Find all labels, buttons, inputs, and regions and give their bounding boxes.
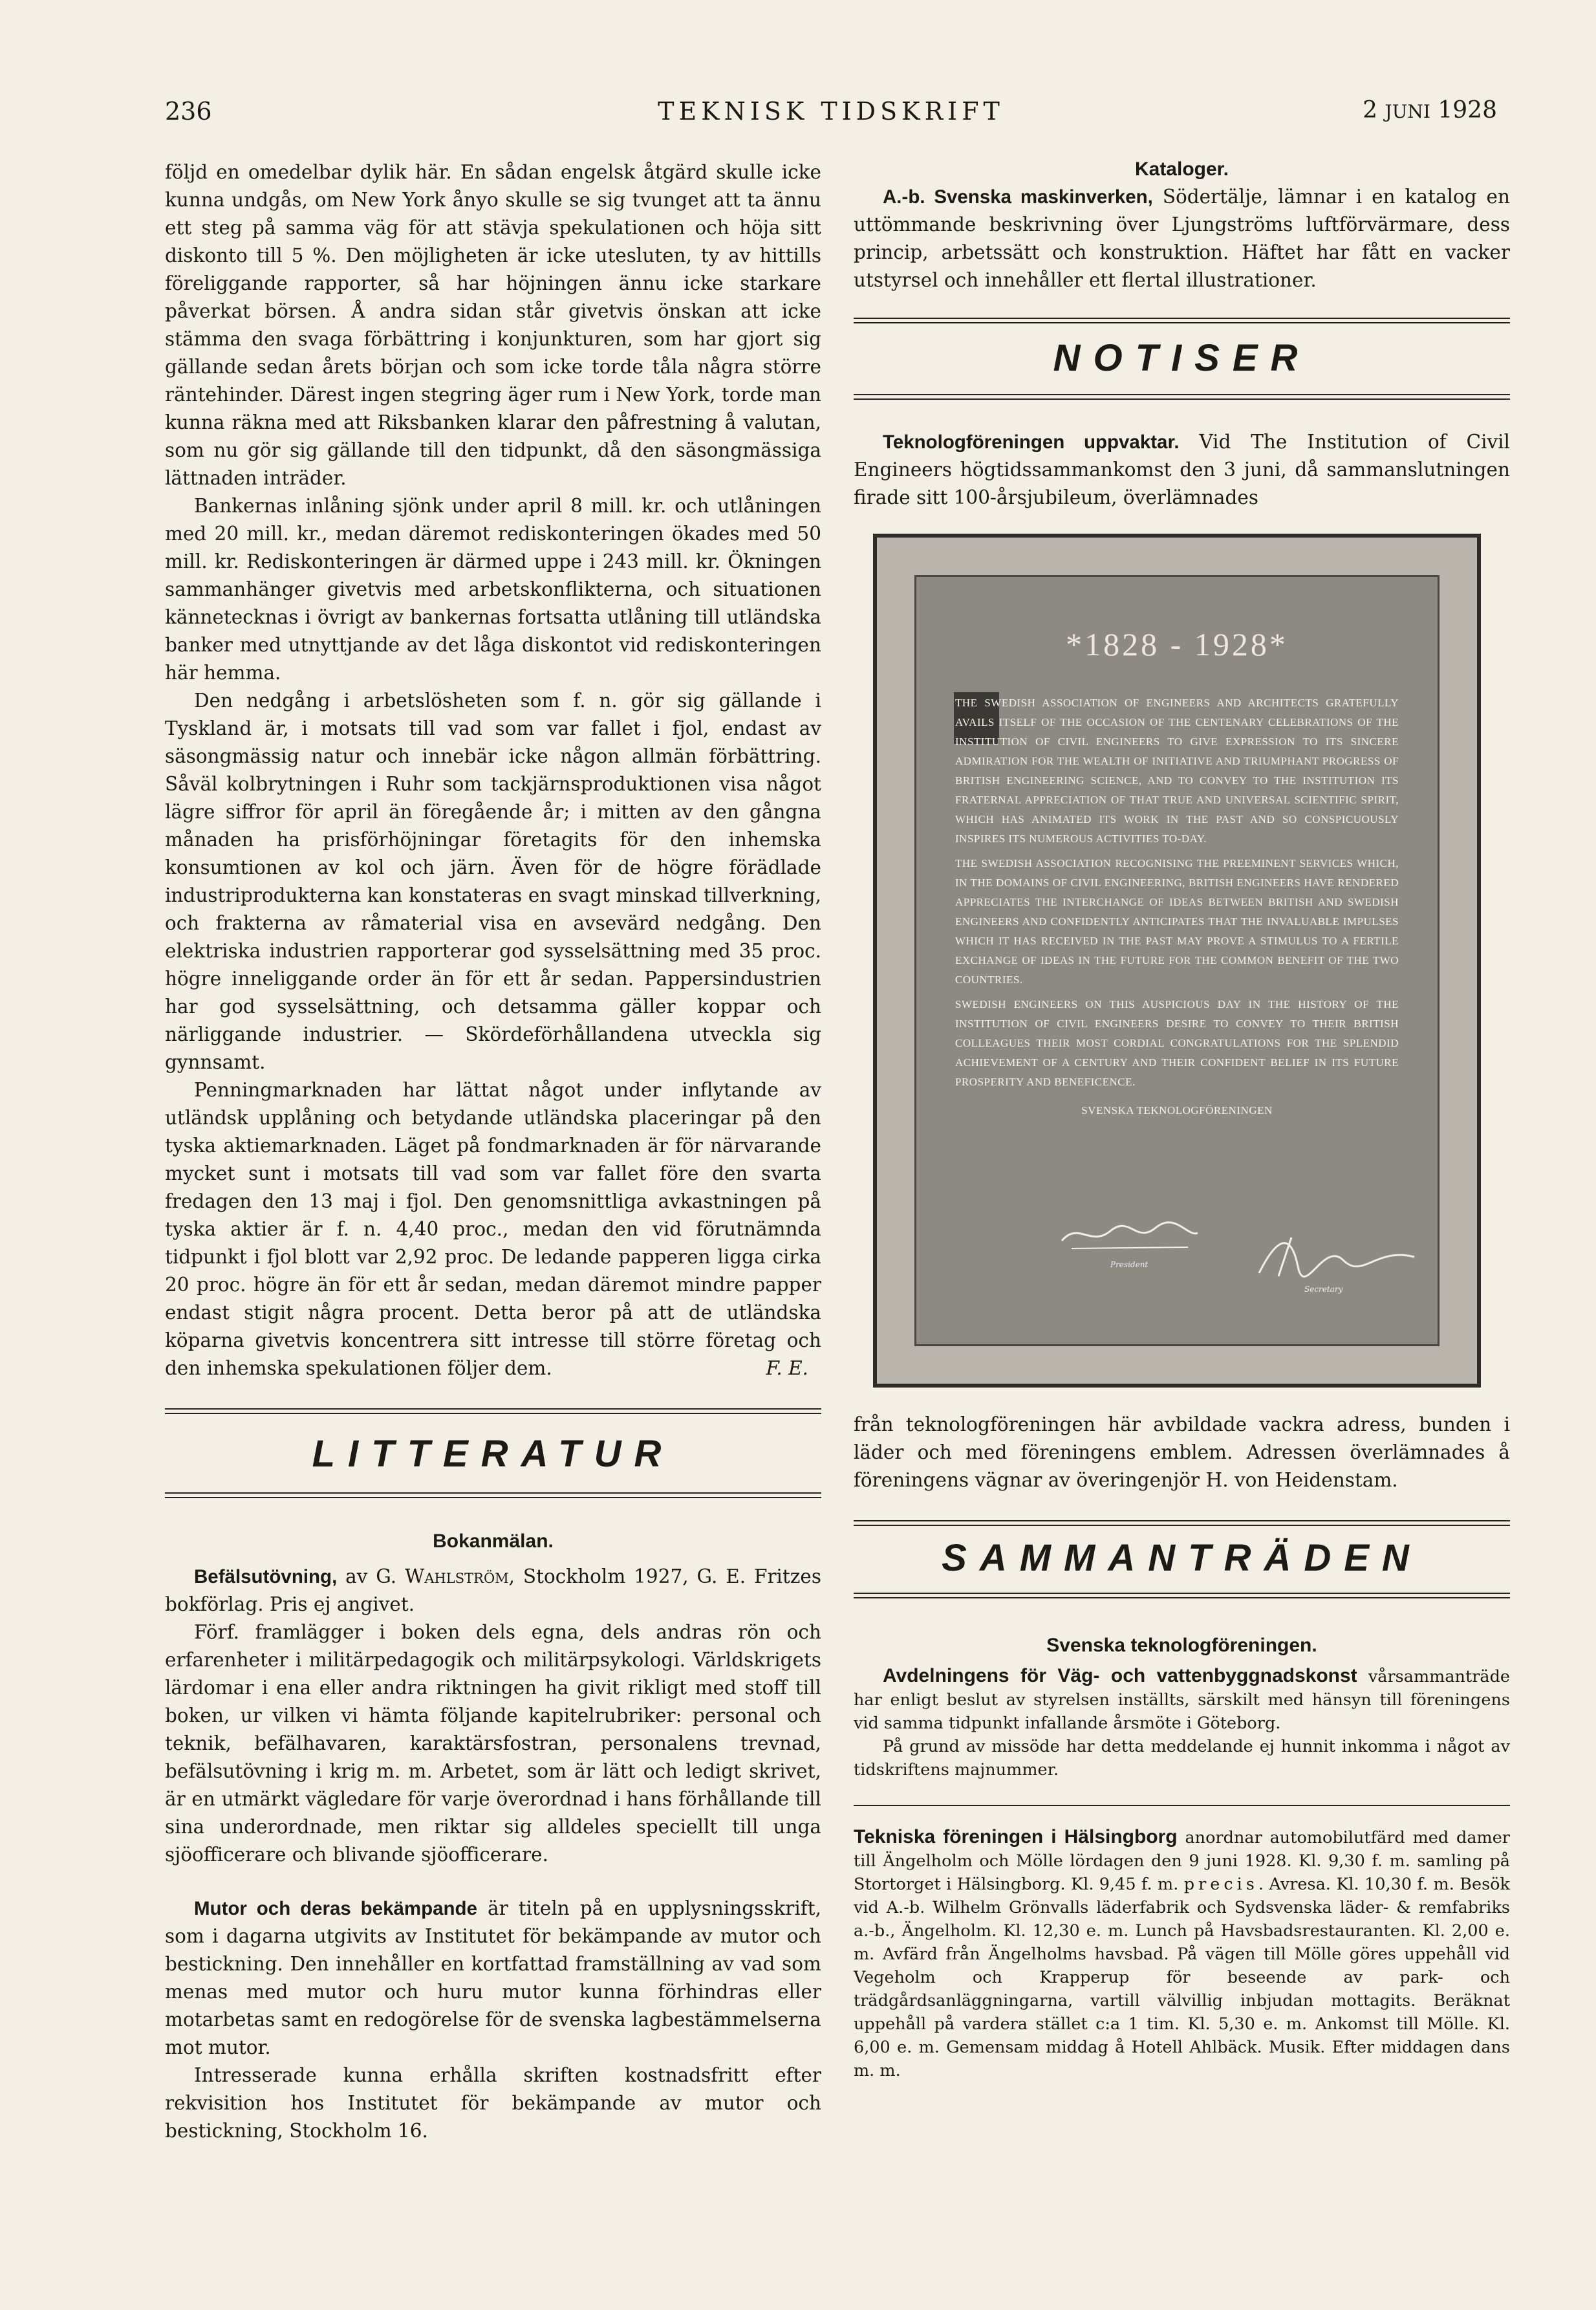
page-header: [165, 97, 1497, 136]
book-entry: Befälsutövning, av G. Wahlström, Stockholm 1927, G. E. Fritzes bokförlag. Pris ej angivet.: [165, 1565, 821, 1615]
section-title-litteratur: LITTERATUR: [312, 1433, 674, 1475]
article-paragraph: Bankernas inlåning sjönk under april 8 mill. kr. och utlåningen med 20 mill. kr., medan däremot rediskonteringen ökades med 50 mill. kr. Rediskonteringen är därmed uppe i 243 mill. kr. Ökningen sammanhänger givetvis med arbetskonflikterna, och situationen kännetecknas i övrigt av bankernas fortsatta utlåning till utländska banker med utnyttjande av det låga diskontot vid rediskonteringen här hemma.: [165, 495, 821, 684]
subheading-bokanmalan: Bokanmälan.: [433, 1531, 554, 1552]
notice-mutor: Mutor och deras bekämpande är titeln på en upplysningsskrift, som i dagarna utgivits av Institutet för bekämpande av mutor och bestickning. Den innehåller en kortfattad framställning av vad som menas med mutor och huru mutor kunna förhindras eller motarbetas samt en redogörelse för de svenska lagbestämmelserna mot mutor.: [165, 1897, 821, 2058]
signature-label-president: President: [1110, 1260, 1148, 1269]
section-rule: [165, 1408, 821, 1414]
section-title-notiser: NOTISER: [1053, 337, 1311, 379]
section-rule: [854, 318, 1510, 323]
signature-area: [916, 1208, 1438, 1305]
address-panel: [914, 575, 1440, 1346]
issue-date: 2 JUNI 1928: [1363, 97, 1497, 124]
article-paragraph: Den nedgång i arbetslösheten som f. n. gör sig gällande i Tyskland är, i motsats till vad som var fallet i fjol, endast av säsongmässig natur och innebär icke någon allmän förbättring. Såväl kolbrytningen i Ruhr som tackjärnsproduktionen visa något lägre siffror för april än föregående år; i mitten av den gångna månaden ha prisförhöjningar företagits för den inhemska konsumtionen av kol och järn. Även för de högre förädlade industriprodukterna kan konstateras en svagt minskad tillverkning, och frakterna av råmaterial visa en avsevärd nedgång. Den elektriska industrien rapporterar god sysselsättning med 35 proc. högre inneliggande order än för ett år sedan. Pappersindustrien har god sysselsättning, och detsamma gäller koppar och närliggande industrier. — Skördeförhållandena utveckla sig gynnsamt.: [165, 690, 821, 1073]
secretary-signature-icon: [1253, 1228, 1421, 1280]
subheading-kataloger: Kataloger.: [1134, 158, 1229, 180]
article-paragraph: Penningmarknaden har lättat något under inflytande av utländsk upplåning och betydande utländska placeringar på den tyska aktiemarknaden. Läget på fondmarknaden är för närvarande mycket sunt i motsats till vad som var fallet före den svarta fredagen den 13 maj i fjol. Den genomsnittliga avkastningen på tyska aktier är f. n. 4,40 proc., medan den vid förutnämnda tidpunkt i fjol blott var 2,92 proc. De ledande papperen ligga cirka 20 proc. högre än för ett år sedan, medan däremot mindre papper endast stigit några procent. Detta beror på att de utländska köparna givetvis koncentrera sitt intresse till större företag och den inhemska spekulationen följer dem. F. E.: [165, 1076, 821, 1382]
address-text: THE SWEDISH ASSOCIATION OF ENGINEERS AND ARCHITECTS GRATEFULLY AVAILS ITSELF OF THE OCCASION OF THE CENTENARY CELEBRATIONS OF THE INSTITUTION OF CIVIL ENGINEERS TO GIVE EXPRESSION TO ITS SINCERE ADMIRATION FOR THE WEALTH OF INITIATIVE AND TRIUMPHANT PROGRESS OF BRITISH ENGINEERING SCIENCE, AND TO CONVEY TO THE INSTITUTION ITS FRATERNAL APPRECIATION OF THAT TRUE AND UNIVERSAL SCIENTIFIC SPIRIT, WHICH HAS ANIMATED ITS WORK IN THE PAST AND SO CONSPICUOUSLY INSPIRES ITS NUMEROUS ACTIVITIES TO-DAY. THE SWEDISH ASSOCIATION RECOGNISING THE PREEMINENT SERVICES WHICH, IN THE DOMAINS OF CIVIL ENGINEERING, BRITISH ENGINEERS HAVE RENDERED APPRECIATES THE INTERCHANGE OF IDEAS BETWEEN BRITISH AND SWEDISH ENGINEERS AND CONFIDENTLY ANTICIPATES THAT THE INVALUABLE IMPULSES WHICH IT HAS RECEIVED IN THE PAST MAY PROVE A STIMULUS TO A FERTILE EXCHANGE OF IDEAS IN THE FUTURE FOR THE COMMON BENEFIT OF THE TWO COUNTRIES. SWEDISH ENGINEERS ON THIS AUSPICIOUS DAY IN THE HISTORY OF THE INSTITUTION OF CIVIL ENGINEERS DESIRE TO CONVEY TO THEIR BRITISH COLLEAGUES THEIR MOST CORDIAL CONGRATULATIONS FOR THE SPLENDID ACHIEVEMENT OF A CENTURY AND THEIR CONFIDENT BELIEF IN ITS FUTURE PROSPERITY AND BENEFICENCE. SVENSKA TEKNOLOGFÖRENINGEN: [955, 693, 1399, 1126]
section-rule: [854, 1520, 1510, 1526]
notice-mutor-cont: Intresserade kunna erhålla skriften kostnadsfritt efter rekvisition hos Institutet för bekämpande av mutor och bestickning, Stockholm 16.: [165, 2064, 821, 2142]
section-rule: [165, 1492, 821, 1498]
meeting-notice-cont: På grund av missöde har detta meddelande ej hunnit inkomma i något av tidskriftens majnummer.: [854, 1737, 1510, 1780]
section-rule: [854, 394, 1510, 400]
book-review: Förf. framlägger i boken dels egna, dels andras rön och erfarenheter i militärpedagogik och militärpsykologi. Världskrigets lärdomar i ena eller andra riktningen ha givit rikligt med stoff till boken, ur vilken vi hämta följande kapitelrubriker: personal och teknik, befälhavaren, karaktärsfostran, personalens trevnad, befälsutövning i krig m. m. Arbetet, som är lätt och ledigt skrivet, är en utmärkt vägledare för varje överordnad i hans förhållande till sina underordnade, men riktar sig alldeles speciellt till unga sjöofficerare och blivande sjöofficerare.: [165, 1621, 821, 1866]
section-title-sammantraden: SAMMANTRÄDEN: [942, 1537, 1422, 1579]
left-column: [165, 158, 821, 2145]
address-years: *1828 - 1928*: [1066, 626, 1288, 662]
article-paragraph: följd en omedelbar dylik här. En sådan engelsk åtgärd skulle icke kunna undgås, om New York ånyo skulle se sig tvunget att ta ännu ett steg på samma väg för att stävja spekulationen och höja sitt diskonto till 5 %. Den möjligheten är icke utesluten, ty av hittills föreliggande rapporter, så har höjningen ännu icke starkare påverkat börsen. Å andra sidan står givetvis önskan att icke stämma den svaga förbättring i konjunkturen, som har gjort sig gällande sedan årets början och som icke torde tåla några större räntehinder. Därest ingen stegring äger rum i New York, torde man kunna räkna med att Riksbanken klarar den påfrestning å valutan, som nu gör sig gällande till den tidpunkt, då den säsongmässiga lättnaden inträder.: [165, 161, 821, 489]
notice-teknologforeningen: Teknologföreningen uppvaktar. Vid The Institution of Civil Engineers högtidssammankomst den 3 juni, då sammanslutningen firade sitt 100-årsjubileum, överlämnades: [854, 431, 1510, 508]
meeting-notice-halsingborg: Tekniska föreningen i Hälsingborg anordnar automobilutfärd med damer till Ängelholm och Mölle lördagen den 9 juni 1928. Kl. 9,30 f. m. samling på Stortorget i Hälsingborg. Kl. 9,45 f. m. precis. Avresa. Kl. 10,30 f. m. Besök vid A.-b. Wilhelm Grönvalls läderfabrik och Sydsvenska läder- & remfabriks a.-b., Ängelholm. Kl. 12,30 e. m. Lunch på Havsbadsrestauranten. Kl. 2,00 e. m. Avfärd från Ängelholms havsbad. På vägen till Mölle göres uppehåll vid Vegeholm och Krapperup för beseende av park- och trädgårdsanläggningarna, vartill välvillig inbjudan mottagits. Beräknat uppehåll på vardera stället c:a 1 tim. Kl. 5,30 e. m. Ankomst till Mölle. Kl. 6,00 e. m. Gemensam middag å Hotell Ahlbäck. Musik. Efter middagen dans m. m.: [854, 1826, 1510, 2080]
author-signature: F. E.: [766, 1357, 808, 1379]
catalogue-entry: A.-b. Svenska maskinverken, Södertälje, lämnar i en katalog en uttömmande beskrivning över Ljungströms luftförvärmare, dess princip, arbetssätt och konstruktion. Häftet har fått en vacker utstyrsel och innehåller ett flertal illustrationer.: [854, 186, 1510, 291]
address-society: SVENSKA TEKNOLOGFÖRENINGEN: [1081, 1104, 1273, 1117]
section-rule: [854, 1593, 1510, 1598]
journal-title: TEKNISK TIDSKRIFT: [658, 97, 1004, 125]
page-number: 236: [165, 97, 212, 125]
illuminated-address-image: [873, 534, 1481, 1388]
meeting-notice: Avdelningens för Väg- och vattenbyggnadskonst vårsammanträde har enligt beslut av styrelsen inställts, särskilt med hänsyn till föreningens vid samma tidpunkt infallande årsmöte i Göteborg.: [854, 1665, 1511, 1733]
signature-label-secretary: Secretary: [1304, 1285, 1343, 1294]
notice-continuation: från teknologföreningen här avbildade vackra adress, bunden i läder och med föreningens emblem. Adressen överlämnades å föreningens vägnar av överingenjör H. von Heidenstam.: [854, 1413, 1510, 1491]
president-signature-icon: [1059, 1215, 1201, 1254]
subheading-svenska-teknologforeningen: Svenska teknologföreningen.: [1046, 1635, 1317, 1656]
